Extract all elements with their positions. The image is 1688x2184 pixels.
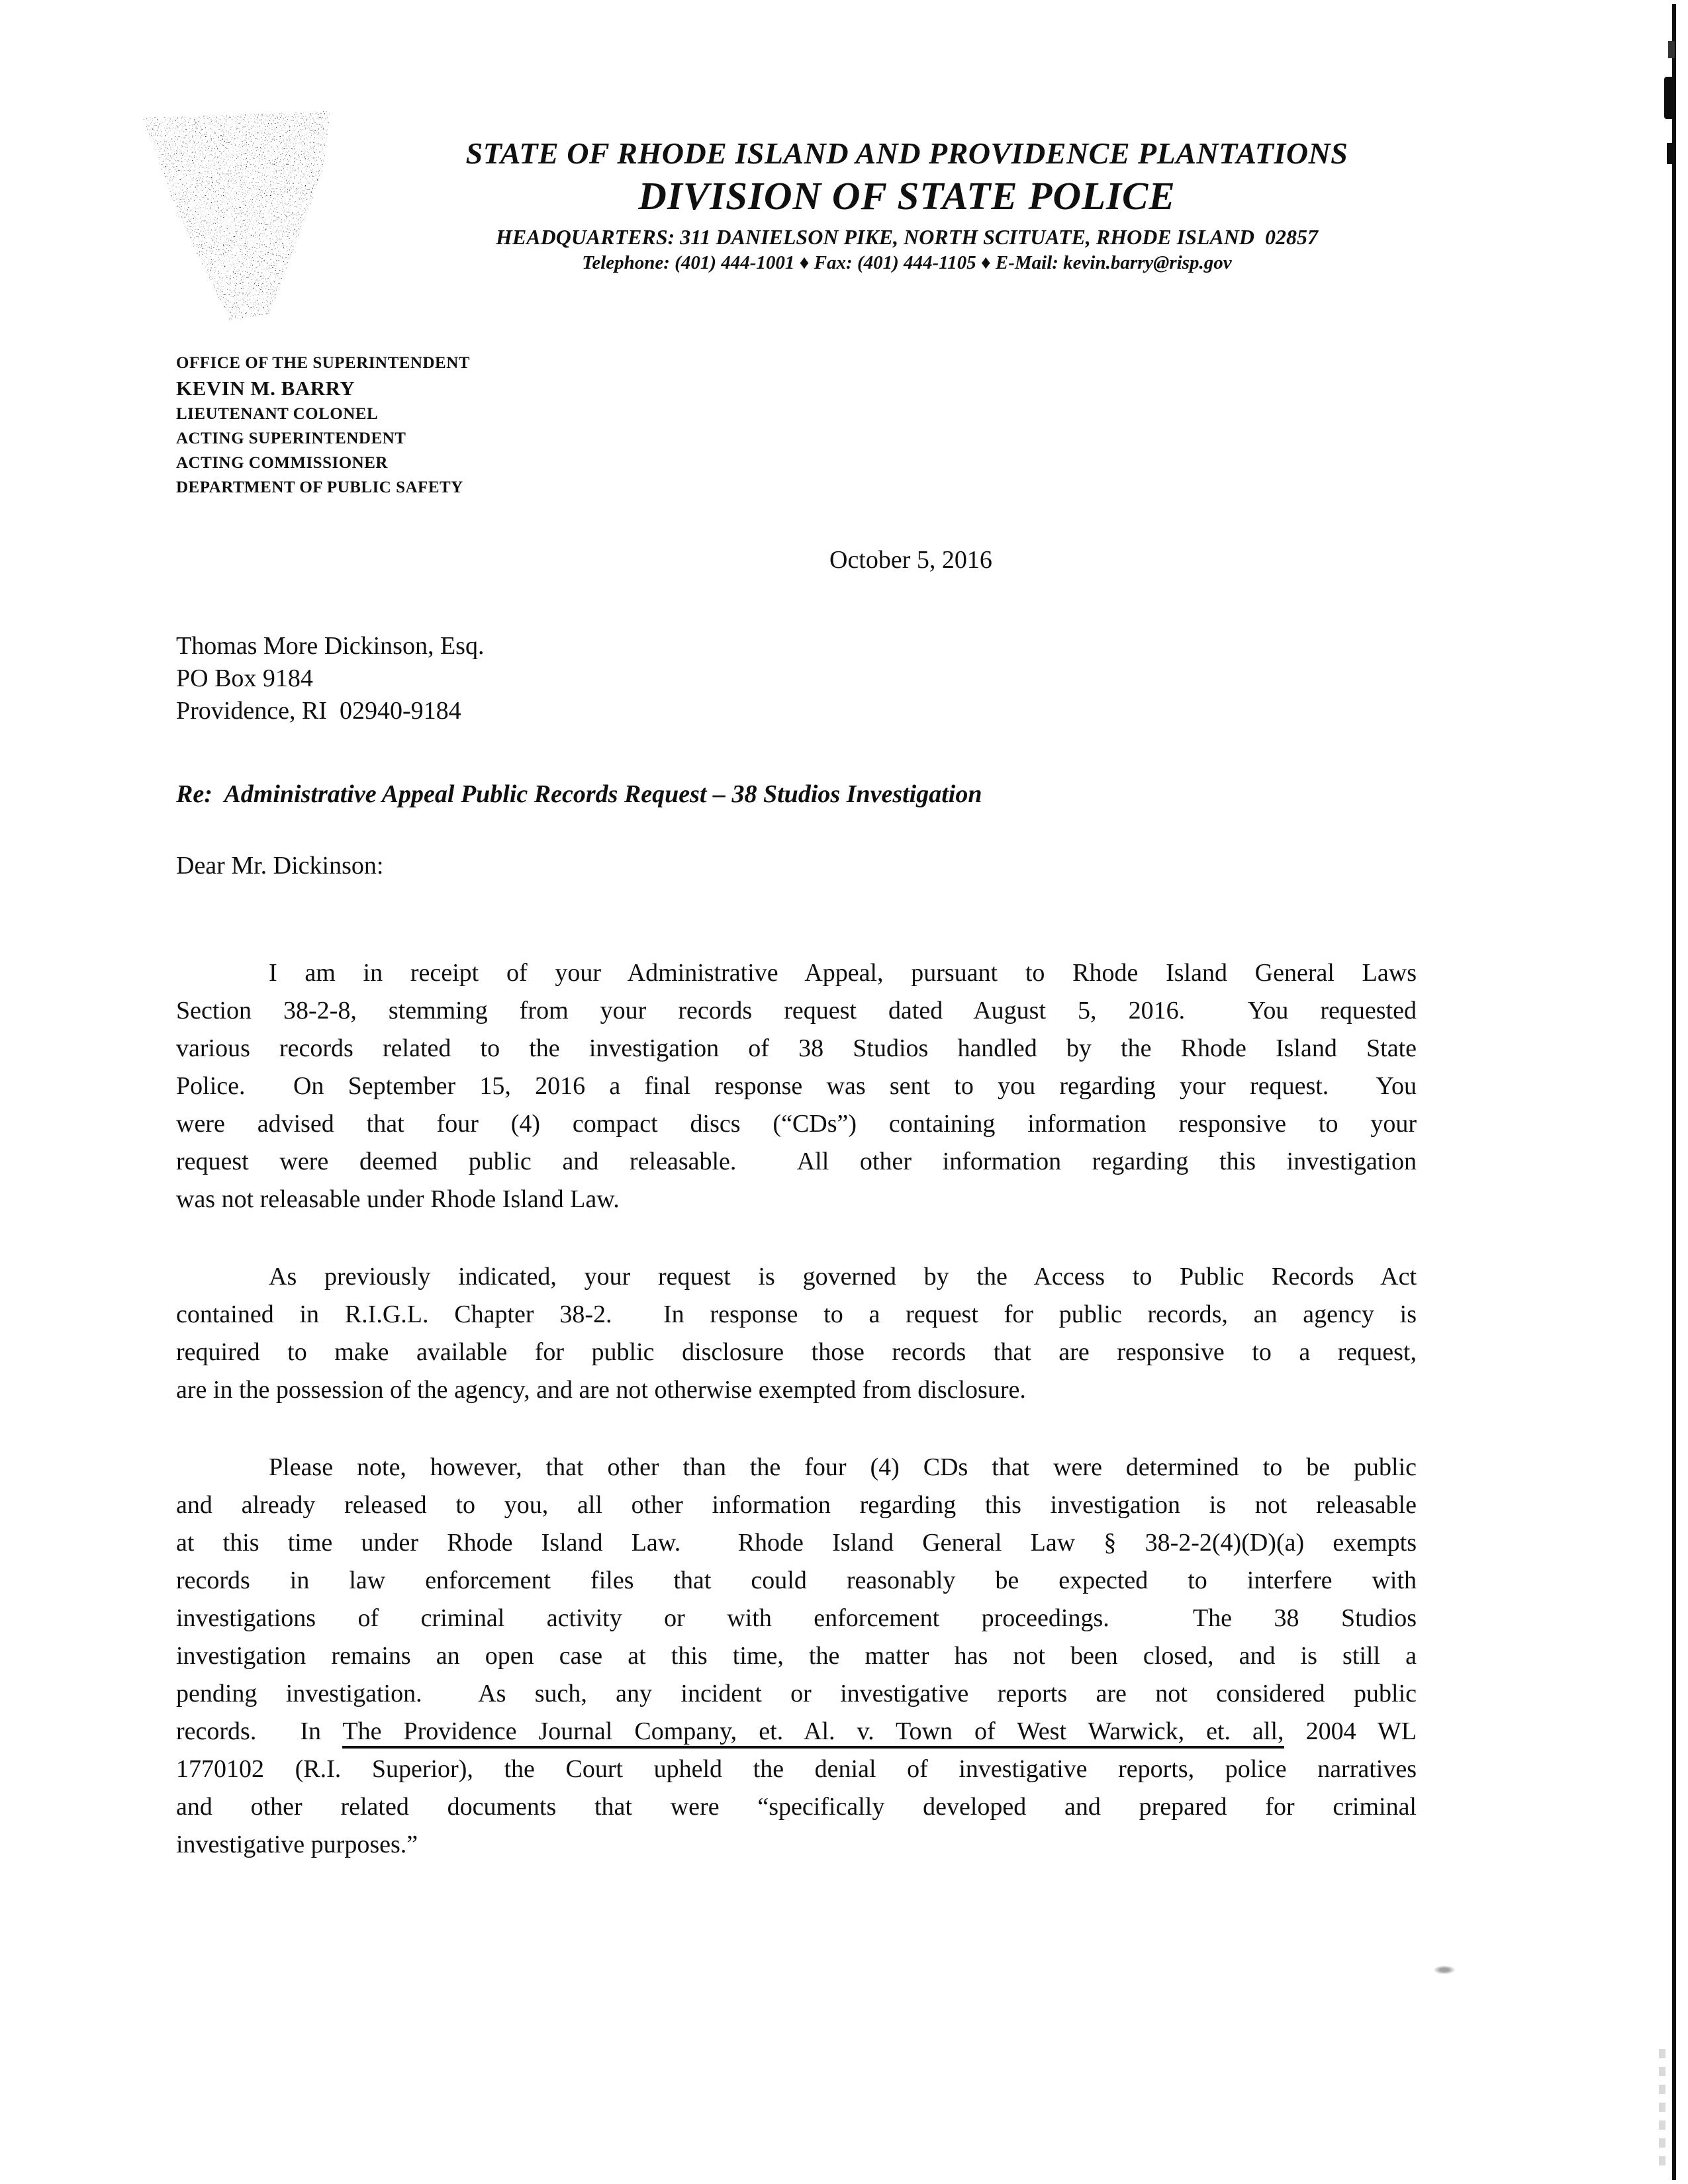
text-line: investigations of criminal activity or with enforcement proceedings. The 38 Studios (176, 1604, 1417, 1632)
recipient-address (176, 630, 484, 727)
letter-date: October 5, 2016 (829, 546, 992, 574)
scan-blotch-artifact (1667, 143, 1675, 164)
department-name: DEPARTMENT OF PUBLIC SAFETY (176, 478, 463, 496)
text-line: are in the possession of the agency, and are not otherwise exempted from disclosure. (176, 1376, 1026, 1404)
text-line: was not releasable under Rhode Island Law. (176, 1185, 620, 1213)
paragraph-3 (176, 1449, 1417, 1864)
text-line: As previously indicated, your request is governed by the Access to Public Records Act (269, 1263, 1417, 1291)
text-line: required to make available for public disclosure those records that are responsive to a request, (176, 1338, 1417, 1366)
text-line-with-case-citation (176, 1713, 1417, 1751)
recipient-address-line-2: Providence, RI 02940-9184 (176, 697, 461, 725)
letterhead-headquarters-line: HEADQUARTERS: 311 DANIELSON PIKE, NORTH SCITUATE, RHODE ISLAND 02857 (496, 225, 1318, 249)
superintendent-role-2: ACTING COMMISSIONER (176, 454, 388, 472)
recipient-name: Thomas More Dickinson, Esq. (176, 632, 485, 660)
text-line: I am in receipt of your Administrative Appeal, pursuant to Rhode Island General Laws (269, 959, 1417, 987)
text-line: pending investigation. As such, any incident or investigative reports are not considered public (176, 1680, 1417, 1707)
letter-body (176, 954, 1417, 1903)
text-line: investigation remains an open case at this time, the matter has not been closed, and is still a (176, 1642, 1417, 1670)
scan-blotch-artifact (1664, 77, 1676, 119)
scan-blotch-artifact (1668, 41, 1675, 58)
office-block (176, 351, 470, 500)
text-line: and other related documents that were “specifically developed and prepared for criminal (176, 1793, 1417, 1821)
text-line: at this time under Rhode Island Law. Rhode Island General Law § 38-2-2(4)(D)(a) exempts (176, 1529, 1417, 1557)
letterhead-contact-line: Telephone: (401) 444-1001 ♦ Fax: (401) 444-1105 ♦ E-Mail: kevin.barry@risp.gov (582, 252, 1232, 273)
citation-prefix: records. In (176, 1717, 343, 1745)
text-line: 1770102 (R.I. Superior), the Court upheld the denial of investigative reports, police narratives (176, 1755, 1417, 1783)
paragraph-2 (176, 1258, 1417, 1409)
superintendent-name: KEVIN M. BARRY (176, 377, 355, 400)
scan-gray-artifact (1659, 2049, 1665, 2165)
text-line: investigative purposes.” (176, 1831, 418, 1858)
subject-line: Re: Administrative Appeal Public Records Request – 38 Studios Investigation (176, 780, 982, 808)
case-citation: The Providence Journal Company, et. Al. v. Town of West Warwick, et. all, (342, 1717, 1284, 1749)
text-line: and already released to you, all other information regarding this investigation is not releasable (176, 1491, 1417, 1519)
text-line: request were deemed public and releasable. All other information regarding this investigation (176, 1148, 1417, 1175)
text-line: records in law enforcement files that could reasonably be expected to interfere with (176, 1567, 1417, 1594)
recipient-address-line-1: PO Box 9184 (176, 664, 313, 692)
text-line: were advised that four (4) compact discs (“CDs”) containing information responsive to your (176, 1110, 1417, 1138)
scan-line-artifact (1672, 4, 1676, 2180)
citation-suffix: 2004 WL (1284, 1717, 1417, 1745)
paragraph-1 (176, 954, 1417, 1218)
salutation: Dear Mr. Dickinson: (176, 852, 384, 880)
superintendent-rank: LIEUTENANT COLONEL (176, 405, 379, 423)
text-line: Police. On September 15, 2016 a final response was sent to you regarding your request. You (176, 1072, 1417, 1100)
letterhead-state-line: STATE OF RHODE ISLAND AND PROVIDENCE PLANTATIONS (465, 136, 1348, 170)
letterhead (371, 136, 1443, 274)
text-line: contained in R.I.G.L. Chapter 38-2. In response to a request for public records, an agency is (176, 1300, 1417, 1328)
text-line: various records related to the investigation of 38 Studios handled by the Rhode Island State (176, 1034, 1417, 1062)
state-seal-image (139, 110, 334, 328)
letterhead-division-line: DIVISION OF STATE POLICE (638, 174, 1176, 218)
scan-smudge-artifact (1434, 1966, 1455, 1974)
office-title: OFFICE OF THE SUPERINTENDENT (176, 354, 470, 372)
text-line: Please note, however, that other than the four (4) CDs that were determined to be public (269, 1453, 1417, 1481)
text-line: Section 38-2-8, stemming from your records request dated August 5, 2016. You requested (176, 997, 1417, 1024)
superintendent-role-1: ACTING SUPERINTENDENT (176, 430, 406, 447)
